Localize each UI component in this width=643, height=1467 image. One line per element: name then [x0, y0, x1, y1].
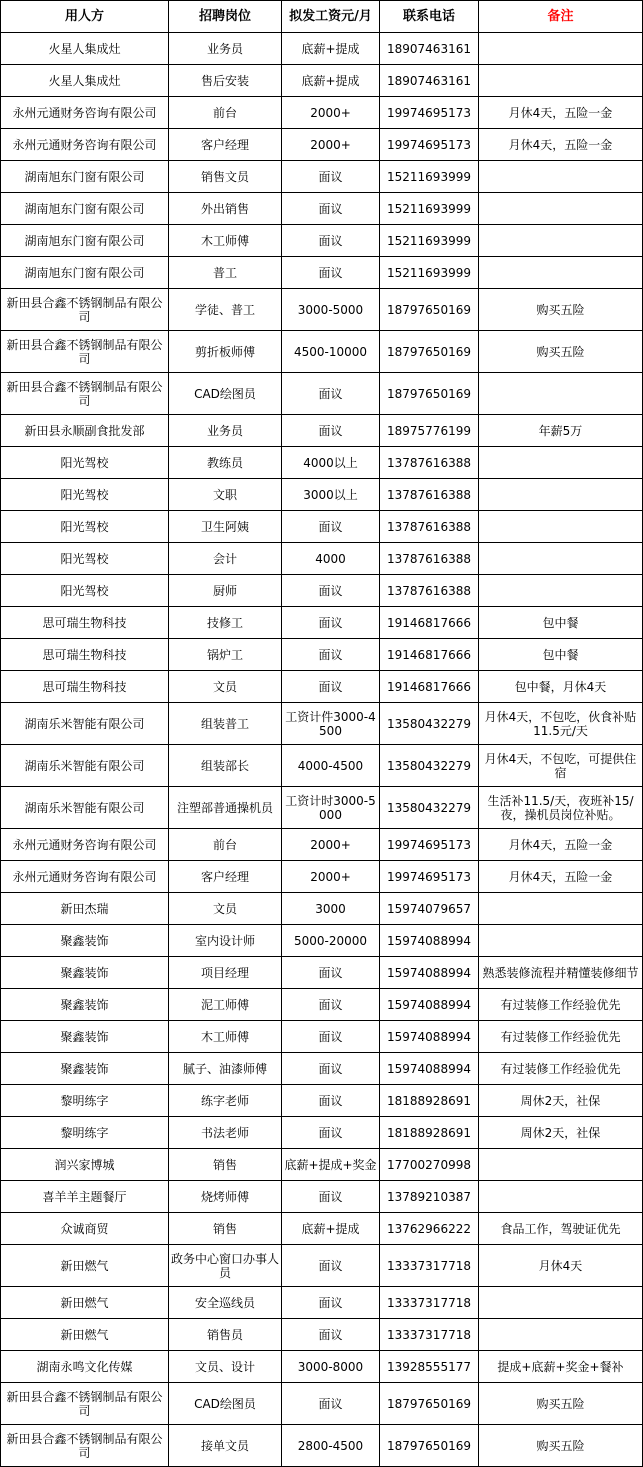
cell-position: 注塑部普通操机员 — [169, 787, 282, 829]
table-row — [1, 129, 643, 161]
cell-salary: 2000+ — [282, 829, 380, 861]
cell-phone: 18797650169 — [380, 1425, 479, 1467]
table-row — [1, 1213, 643, 1245]
cell-phone: 13337317718 — [380, 1287, 479, 1319]
cell-position: 文员、设计 — [169, 1351, 282, 1383]
cell-position: 销售 — [169, 1149, 282, 1181]
cell-phone: 15974088994 — [380, 925, 479, 957]
table-row — [1, 575, 643, 607]
cell-employer: 新田县合鑫不锈钢制品有限公司 — [1, 1425, 169, 1467]
table-row — [1, 861, 643, 893]
table-row — [1, 639, 643, 671]
cell-remark: 包中餐，月休4天 — [479, 671, 643, 703]
cell-salary: 2800-4500 — [282, 1425, 380, 1467]
cell-salary: 工资计件3000-4500 — [282, 703, 380, 745]
cell-employer: 喜羊羊主题餐厅 — [1, 1181, 169, 1213]
cell-phone: 18797650169 — [380, 289, 479, 331]
table-row — [1, 893, 643, 925]
header-row — [1, 1, 643, 33]
cell-position: 锅炉工 — [169, 639, 282, 671]
cell-salary: 面议 — [282, 957, 380, 989]
table-body — [1, 33, 643, 1467]
cell-remark — [479, 511, 643, 543]
cell-phone: 18188928691 — [380, 1085, 479, 1117]
cell-position: 文员 — [169, 671, 282, 703]
cell-salary: 面议 — [282, 989, 380, 1021]
cell-phone: 18797650169 — [380, 1383, 479, 1425]
cell-position: 教练员 — [169, 447, 282, 479]
cell-phone: 15974088994 — [380, 957, 479, 989]
cell-position: 项目经理 — [169, 957, 282, 989]
cell-remark — [479, 1181, 643, 1213]
cell-phone: 15974088994 — [380, 1021, 479, 1053]
cell-salary: 面议 — [282, 1053, 380, 1085]
cell-remark — [479, 543, 643, 575]
cell-position: 厨师 — [169, 575, 282, 607]
cell-salary: 4000-4500 — [282, 745, 380, 787]
cell-salary: 底薪+提成 — [282, 65, 380, 97]
cell-phone: 15211693999 — [380, 193, 479, 225]
cell-position: 室内设计师 — [169, 925, 282, 957]
cell-position: 客户经理 — [169, 129, 282, 161]
cell-phone: 15211693999 — [380, 161, 479, 193]
cell-employer: 新田县永顺副食批发部 — [1, 415, 169, 447]
table-row — [1, 1383, 643, 1425]
table-row — [1, 1117, 643, 1149]
cell-employer: 聚鑫装饰 — [1, 957, 169, 989]
cell-remark: 提成+底薪+奖金+餐补 — [479, 1351, 643, 1383]
cell-remark — [479, 65, 643, 97]
cell-phone: 15211693999 — [380, 257, 479, 289]
cell-remark — [479, 193, 643, 225]
cell-employer: 新田杰瑞 — [1, 893, 169, 925]
cell-phone: 19974695173 — [380, 129, 479, 161]
cell-remark: 有过装修工作经验优先 — [479, 1053, 643, 1085]
cell-employer: 新田燃气 — [1, 1319, 169, 1351]
cell-position: 业务员 — [169, 33, 282, 65]
cell-position: 组装普工 — [169, 703, 282, 745]
cell-salary: 面议 — [282, 1245, 380, 1287]
table-row — [1, 1245, 643, 1287]
cell-phone: 19974695173 — [380, 861, 479, 893]
cell-employer: 阳光驾校 — [1, 575, 169, 607]
cell-salary: 面议 — [282, 415, 380, 447]
cell-position: CAD绘图员 — [169, 1383, 282, 1425]
cell-phone: 18975776199 — [380, 415, 479, 447]
table-row — [1, 161, 643, 193]
cell-phone: 19146817666 — [380, 639, 479, 671]
table-row — [1, 1085, 643, 1117]
cell-remark — [479, 225, 643, 257]
cell-salary: 5000-20000 — [282, 925, 380, 957]
table-row — [1, 671, 643, 703]
cell-position: 普工 — [169, 257, 282, 289]
cell-employer: 永州元通财务咨询有限公司 — [1, 129, 169, 161]
cell-remark: 熟悉装修流程并精懂装修细节 — [479, 957, 643, 989]
cell-phone: 19974695173 — [380, 97, 479, 129]
cell-phone: 15974088994 — [380, 989, 479, 1021]
table-row — [1, 1351, 643, 1383]
cell-salary: 面议 — [282, 1085, 380, 1117]
cell-position: 烧烤师傅 — [169, 1181, 282, 1213]
cell-position: 木工师傅 — [169, 225, 282, 257]
cell-employer: 新田县合鑫不锈钢制品有限公司 — [1, 289, 169, 331]
table-row — [1, 97, 643, 129]
cell-position: 技修工 — [169, 607, 282, 639]
cell-position: 练字老师 — [169, 1085, 282, 1117]
cell-salary: 面议 — [282, 511, 380, 543]
cell-position: 业务员 — [169, 415, 282, 447]
cell-phone: 19146817666 — [380, 671, 479, 703]
cell-position: 接单文员 — [169, 1425, 282, 1467]
cell-employer: 阳光驾校 — [1, 543, 169, 575]
cell-salary: 3000-5000 — [282, 289, 380, 331]
cell-employer: 聚鑫装饰 — [1, 989, 169, 1021]
cell-phone: 13580432279 — [380, 745, 479, 787]
table-row — [1, 925, 643, 957]
table-row — [1, 957, 643, 989]
table-row — [1, 1287, 643, 1319]
table-row — [1, 289, 643, 331]
cell-remark: 月休4天，五险一金 — [479, 861, 643, 893]
cell-position: 客户经理 — [169, 861, 282, 893]
cell-employer: 众诚商贸 — [1, 1213, 169, 1245]
header-employer: 用人方 — [1, 1, 169, 33]
cell-remark: 周休2天，社保 — [479, 1117, 643, 1149]
cell-salary: 面议 — [282, 225, 380, 257]
cell-position: 木工师傅 — [169, 1021, 282, 1053]
cell-position: 售后安装 — [169, 65, 282, 97]
cell-salary: 2000+ — [282, 861, 380, 893]
cell-employer: 湖南旭东门窗有限公司 — [1, 225, 169, 257]
table-row — [1, 1319, 643, 1351]
cell-phone: 18907463161 — [380, 65, 479, 97]
cell-phone: 13580432279 — [380, 703, 479, 745]
cell-salary: 面议 — [282, 193, 380, 225]
cell-phone: 18907463161 — [380, 33, 479, 65]
cell-employer: 润兴家博城 — [1, 1149, 169, 1181]
cell-salary: 4000 — [282, 543, 380, 575]
cell-remark — [479, 1149, 643, 1181]
table-row — [1, 607, 643, 639]
cell-salary: 3000 — [282, 893, 380, 925]
cell-phone: 13337317718 — [380, 1319, 479, 1351]
cell-position: 组装部长 — [169, 745, 282, 787]
cell-remark — [479, 447, 643, 479]
cell-remark: 月休4天，五险一金 — [479, 97, 643, 129]
cell-remark — [479, 1319, 643, 1351]
cell-remark: 月休4天，五险一金 — [479, 129, 643, 161]
table-row — [1, 33, 643, 65]
table-row — [1, 1149, 643, 1181]
cell-remark — [479, 893, 643, 925]
cell-position: 腻子、油漆师傅 — [169, 1053, 282, 1085]
cell-employer: 新田县合鑫不锈钢制品有限公司 — [1, 1383, 169, 1425]
cell-phone: 13787616388 — [380, 575, 479, 607]
cell-salary: 面议 — [282, 1117, 380, 1149]
table-row — [1, 447, 643, 479]
cell-phone: 13762966222 — [380, 1213, 479, 1245]
cell-employer: 火星人集成灶 — [1, 33, 169, 65]
cell-position: 前台 — [169, 97, 282, 129]
cell-employer: 火星人集成灶 — [1, 65, 169, 97]
cell-employer: 湖南旭东门窗有限公司 — [1, 161, 169, 193]
cell-remark: 年薪5万 — [479, 415, 643, 447]
cell-phone: 13789210387 — [380, 1181, 479, 1213]
cell-employer: 湖南乐米智能有限公司 — [1, 745, 169, 787]
cell-remark: 购买五险 — [479, 289, 643, 331]
cell-employer: 黎明练字 — [1, 1117, 169, 1149]
cell-salary: 面议 — [282, 1021, 380, 1053]
cell-remark: 月休4天，不包吃，可提供住宿 — [479, 745, 643, 787]
table-row — [1, 479, 643, 511]
cell-phone: 13928555177 — [380, 1351, 479, 1383]
table-row — [1, 829, 643, 861]
table-row — [1, 787, 643, 829]
cell-salary: 2000+ — [282, 129, 380, 161]
cell-position: CAD绘图员 — [169, 373, 282, 415]
cell-remark: 包中餐 — [479, 607, 643, 639]
cell-salary: 3000-8000 — [282, 1351, 380, 1383]
header-position: 招聘岗位 — [169, 1, 282, 33]
cell-position: 销售员 — [169, 1319, 282, 1351]
cell-phone: 15974088994 — [380, 1053, 479, 1085]
cell-employer: 聚鑫装饰 — [1, 1021, 169, 1053]
cell-employer: 阳光驾校 — [1, 479, 169, 511]
cell-employer: 阳光驾校 — [1, 511, 169, 543]
cell-remark: 月休4天，五险一金 — [479, 829, 643, 861]
cell-employer: 湖南旭东门窗有限公司 — [1, 257, 169, 289]
cell-salary: 面议 — [282, 1319, 380, 1351]
cell-remark: 月休4天 — [479, 1245, 643, 1287]
cell-remark: 包中餐 — [479, 639, 643, 671]
cell-phone: 18797650169 — [380, 331, 479, 373]
cell-position: 卫生阿姨 — [169, 511, 282, 543]
cell-employer: 新田县合鑫不锈钢制品有限公司 — [1, 331, 169, 373]
cell-position: 外出销售 — [169, 193, 282, 225]
cell-remark: 购买五险 — [479, 331, 643, 373]
cell-salary: 面议 — [282, 373, 380, 415]
cell-remark: 月休4天，不包吃，伙食补贴11.5元/天 — [479, 703, 643, 745]
cell-remark — [479, 925, 643, 957]
cell-position: 安全巡线员 — [169, 1287, 282, 1319]
cell-position: 学徒、普工 — [169, 289, 282, 331]
cell-salary: 面议 — [282, 1181, 380, 1213]
cell-phone: 19146817666 — [380, 607, 479, 639]
cell-position: 剪折板师傅 — [169, 331, 282, 373]
cell-employer: 阳光驾校 — [1, 447, 169, 479]
cell-salary: 面议 — [282, 161, 380, 193]
table-row — [1, 193, 643, 225]
cell-salary: 4500-10000 — [282, 331, 380, 373]
cell-remark — [479, 257, 643, 289]
cell-position: 销售文员 — [169, 161, 282, 193]
cell-employer: 聚鑫装饰 — [1, 925, 169, 957]
cell-position: 会计 — [169, 543, 282, 575]
table-row — [1, 415, 643, 447]
cell-salary: 面议 — [282, 1287, 380, 1319]
table-row — [1, 257, 643, 289]
table-row — [1, 703, 643, 745]
header-salary: 拟发工资元/月 — [282, 1, 380, 33]
cell-phone: 13580432279 — [380, 787, 479, 829]
cell-salary: 底薪+提成 — [282, 33, 380, 65]
cell-position: 前台 — [169, 829, 282, 861]
cell-position: 文职 — [169, 479, 282, 511]
cell-salary: 4000以上 — [282, 447, 380, 479]
cell-salary: 面议 — [282, 607, 380, 639]
cell-employer: 新田县合鑫不锈钢制品有限公司 — [1, 373, 169, 415]
cell-remark — [479, 161, 643, 193]
cell-position: 书法老师 — [169, 1117, 282, 1149]
cell-salary: 面议 — [282, 575, 380, 607]
cell-remark: 有过装修工作经验优先 — [479, 1021, 643, 1053]
table-row — [1, 1181, 643, 1213]
cell-salary: 工资计时3000-5000 — [282, 787, 380, 829]
table-row — [1, 1425, 643, 1467]
cell-employer: 思可瑞生物科技 — [1, 639, 169, 671]
cell-remark — [479, 479, 643, 511]
table-row — [1, 1053, 643, 1085]
cell-remark — [479, 373, 643, 415]
cell-phone: 13787616388 — [380, 511, 479, 543]
cell-employer: 新田燃气 — [1, 1245, 169, 1287]
cell-remark: 周休2天，社保 — [479, 1085, 643, 1117]
table-row — [1, 511, 643, 543]
header-phone: 联系电话 — [380, 1, 479, 33]
cell-employer: 聚鑫装饰 — [1, 1053, 169, 1085]
cell-employer: 思可瑞生物科技 — [1, 671, 169, 703]
table-row — [1, 543, 643, 575]
cell-salary: 2000+ — [282, 97, 380, 129]
cell-salary: 面议 — [282, 671, 380, 703]
header-remark: 备注 — [479, 1, 643, 33]
cell-phone: 19974695173 — [380, 829, 479, 861]
table-row — [1, 373, 643, 415]
cell-remark: 生活补11.5/天，夜班补15/夜，操机员岗位补贴。 — [479, 787, 643, 829]
cell-position: 销售 — [169, 1213, 282, 1245]
cell-employer: 湖南乐米智能有限公司 — [1, 787, 169, 829]
cell-employer: 湖南乐米智能有限公司 — [1, 703, 169, 745]
cell-position: 泥工师傅 — [169, 989, 282, 1021]
cell-remark — [479, 33, 643, 65]
cell-phone: 13787616388 — [380, 447, 479, 479]
cell-phone: 17700270998 — [380, 1149, 479, 1181]
cell-phone: 15211693999 — [380, 225, 479, 257]
cell-remark — [479, 575, 643, 607]
cell-remark: 购买五险 — [479, 1425, 643, 1467]
cell-employer: 永州元通财务咨询有限公司 — [1, 861, 169, 893]
table-row — [1, 989, 643, 1021]
cell-salary: 面议 — [282, 1383, 380, 1425]
cell-employer: 永州元通财务咨询有限公司 — [1, 97, 169, 129]
cell-salary: 面议 — [282, 639, 380, 671]
cell-salary: 底薪+提成 — [282, 1213, 380, 1245]
cell-phone: 13787616388 — [380, 479, 479, 511]
cell-remark — [479, 1287, 643, 1319]
cell-phone: 13337317718 — [380, 1245, 479, 1287]
cell-employer: 思可瑞生物科技 — [1, 607, 169, 639]
cell-salary: 底薪+提成+奖金 — [282, 1149, 380, 1181]
cell-remark: 有过装修工作经验优先 — [479, 989, 643, 1021]
table-row — [1, 225, 643, 257]
table-row — [1, 331, 643, 373]
table-row — [1, 1021, 643, 1053]
cell-phone: 13787616388 — [380, 543, 479, 575]
cell-employer: 新田燃气 — [1, 1287, 169, 1319]
cell-employer: 湖南旭东门窗有限公司 — [1, 193, 169, 225]
cell-phone: 18188928691 — [380, 1117, 479, 1149]
cell-employer: 永州元通财务咨询有限公司 — [1, 829, 169, 861]
cell-remark: 购买五险 — [479, 1383, 643, 1425]
cell-salary: 面议 — [282, 257, 380, 289]
cell-position: 政务中心窗口办事人员 — [169, 1245, 282, 1287]
table-row — [1, 745, 643, 787]
cell-salary: 3000以上 — [282, 479, 380, 511]
cell-employer: 湖南永鸣文化传媒 — [1, 1351, 169, 1383]
cell-position: 文员 — [169, 893, 282, 925]
cell-remark: 食品工作，驾驶证优先 — [479, 1213, 643, 1245]
cell-phone: 15974079657 — [380, 893, 479, 925]
cell-phone: 18797650169 — [380, 373, 479, 415]
table-row — [1, 65, 643, 97]
cell-employer: 黎明练字 — [1, 1085, 169, 1117]
